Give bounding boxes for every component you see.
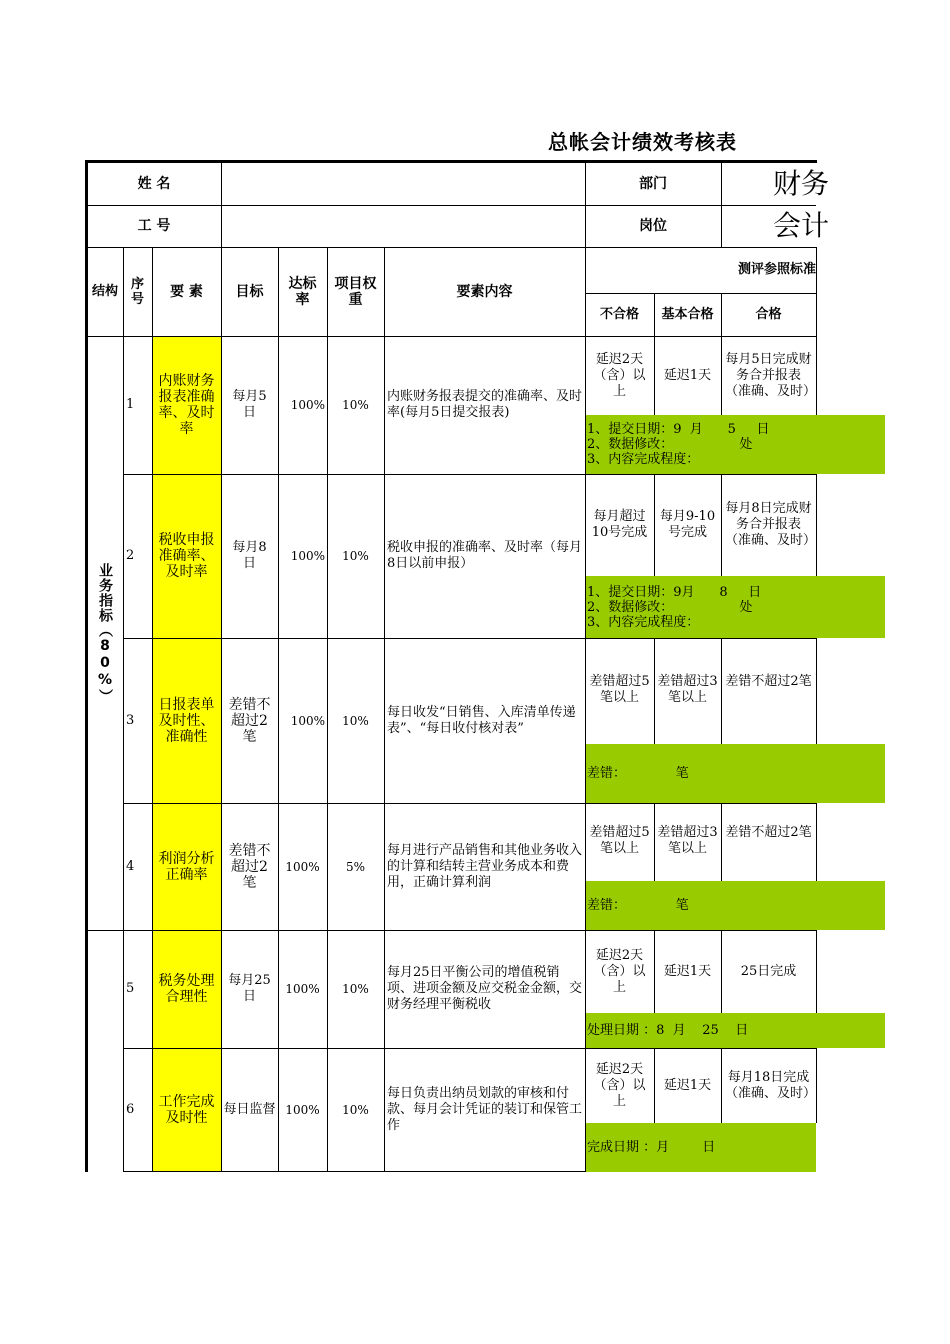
grid-line <box>654 930 655 1013</box>
row5-fail: 延迟2天（含）以上 <box>593 947 646 995</box>
row5-element: 税务处理合理性 <box>152 930 221 1048</box>
grid-line <box>721 638 722 744</box>
grid-line <box>278 247 279 1172</box>
row6-rate: 100% <box>285 1103 320 1117</box>
grid-line <box>654 638 655 744</box>
row1-seq: 1 <box>126 397 135 412</box>
row5-target: 每月25日 <box>228 973 271 1004</box>
row5-pass: 25日完成 <box>740 963 797 979</box>
row6-seq: 6 <box>126 1102 135 1117</box>
grid-line <box>585 1048 816 1049</box>
dept-value: 财务 <box>773 166 830 200</box>
grid-line <box>585 162 586 1172</box>
grid-line <box>123 1048 585 1049</box>
row6-pass: 每月18日完成（准确、及时） <box>725 1069 817 1101</box>
grid-line <box>152 247 153 1172</box>
row2-element: 税收申报准确率、及时率 <box>152 474 221 638</box>
row1-rate: 100% <box>290 398 325 412</box>
grid-line <box>816 638 817 744</box>
row1-element: 内账财务报表准确率、及时率 <box>152 336 221 474</box>
row3-note-line1: 差错： 笔 <box>587 766 689 781</box>
col-criteria: 测评参照标准 <box>737 262 816 277</box>
row2-note-line2: 2、数据修改： 处 <box>587 599 753 615</box>
col-element: 要 素 <box>170 283 203 300</box>
row3-weight: 10% <box>342 713 369 728</box>
dept-label: 部门 <box>639 175 667 192</box>
grid-line <box>654 474 655 576</box>
row4-target: 差错不超过2笔 <box>228 842 271 891</box>
sheet-title: 总帐会计绩效考核表 <box>548 130 737 154</box>
row6-basic: 延迟1天 <box>663 1077 712 1093</box>
grid-line <box>816 247 817 293</box>
row6-fail: 延迟2天（含）以上 <box>593 1061 646 1109</box>
row1-note-line3: 3、内容完成程度： <box>587 452 700 467</box>
row5-note-line1: 处理日期 ：8 月 25 日 <box>587 1023 749 1038</box>
row1-fail: 延迟2天（含）以上 <box>593 351 646 399</box>
grid-line <box>816 474 817 576</box>
grid-line <box>721 803 722 881</box>
row2-weight: 10% <box>342 549 369 563</box>
grid-line <box>816 803 817 881</box>
grid-line <box>816 293 817 415</box>
col-target: 目标 <box>235 283 264 300</box>
row2-note-line3: 3、内容完成程度： <box>587 614 700 630</box>
row5-seq: 5 <box>126 981 135 996</box>
row3-content: 每日收发“日销售、入库清单传递表”、“每日收付核对表” <box>387 704 576 736</box>
post-value: 会计 <box>773 209 830 242</box>
col-weight: 项目权重 <box>334 275 377 308</box>
grid-line <box>585 474 816 475</box>
row4-weight: 5% <box>345 859 366 874</box>
row1-target: 每月5日 <box>232 389 267 420</box>
row2-seq: 2 <box>126 548 135 563</box>
grid-line <box>654 803 655 881</box>
grid-line <box>585 803 816 804</box>
col-structure: 结构 <box>91 284 118 299</box>
row4-seq: 4 <box>126 858 135 874</box>
row3-pass: 差错不超过2笔 <box>725 674 812 689</box>
col-fail: 不合格 <box>599 306 639 322</box>
row2-note-line1: 1、提交日期：9月 8 日 <box>587 584 762 600</box>
row3-target: 差错不超过2笔 <box>228 696 271 745</box>
row2-content: 税收申报的准确率、及时率（每月8日以前申报） <box>387 540 583 571</box>
row1-note-line1: 1、提交日期：9 月 5 日 <box>587 422 770 437</box>
structure-label: 业务指标（80%） <box>97 562 113 704</box>
row1-note-line2: 2、数据修改： 处 <box>587 437 753 452</box>
row6-weight: 10% <box>342 1103 369 1117</box>
grid-line <box>85 160 88 1172</box>
row4-content: 每月进行产品销售和其他业务收入的计算和结转主营业务成本和费用，正确计算利润 <box>387 842 583 890</box>
row2-rate: 100% <box>290 549 325 563</box>
row5-rate: 100% <box>285 982 320 996</box>
row5-basic: 延迟1天 <box>663 963 712 979</box>
grid-line <box>816 930 817 1013</box>
grid-line <box>123 803 585 804</box>
grid-line <box>221 162 222 1172</box>
row6-target: 每日监督 <box>223 1102 276 1117</box>
row2-pass: 每月8日完成财务合并报表（准确、及时） <box>725 501 817 548</box>
grid-line <box>654 293 655 415</box>
grid-line <box>721 1048 722 1123</box>
row3-note[interactable] <box>585 744 885 803</box>
grid-line <box>85 160 817 163</box>
grid-line <box>721 293 722 415</box>
grid-line <box>123 1171 585 1172</box>
row3-basic: 差错超过3笔以上 <box>657 674 718 705</box>
row3-rate: 100% <box>290 713 325 728</box>
grid-line <box>585 930 816 931</box>
row4-note[interactable] <box>585 881 885 930</box>
row5-weight: 10% <box>342 982 369 996</box>
grid-line <box>87 930 585 931</box>
grid-line <box>654 1048 655 1123</box>
col-pass: 合格 <box>755 306 782 322</box>
row4-element: 利润分析正确率 <box>152 803 221 930</box>
row4-rate: 100% <box>285 859 320 874</box>
grid-line <box>721 474 722 576</box>
row4-basic: 差错超过3笔以上 <box>657 825 718 856</box>
grid-line <box>87 247 816 248</box>
grid-line <box>123 247 124 1172</box>
id-label: 工 号 <box>137 218 171 234</box>
row6-content: 每日负责出纳员划款的审核和付款、每月会计凭证的装订和保管工作 <box>387 1086 583 1133</box>
grid-line <box>123 474 585 475</box>
row6-element: 工作完成及时性 <box>152 1048 221 1172</box>
row4-note-line1: 差错： 笔 <box>587 898 689 913</box>
row1-note[interactable] <box>585 415 885 474</box>
grid-line <box>585 638 816 639</box>
col-rate: 达标率 <box>288 275 317 308</box>
grid-line <box>721 162 722 247</box>
row1-content: 内账财务报表提交的准确率、及时率(每月5日提交报表) <box>387 389 583 420</box>
grid-line <box>87 205 816 206</box>
row2-target: 每月8日 <box>232 540 267 571</box>
row3-fail: 差错超过5笔以上 <box>589 674 650 705</box>
grid-line <box>585 293 816 294</box>
row6-note-line1: 完成日期 ：月 日 <box>587 1140 716 1155</box>
grid-line <box>327 247 328 1172</box>
grid-line <box>816 1048 817 1123</box>
row3-element: 日报表单及时性、准确性 <box>152 638 221 803</box>
row5-note[interactable] <box>585 1013 885 1048</box>
row1-basic: 延迟1天 <box>663 367 712 383</box>
row5-content: 每月25日平衡公司的增值税销项、进项金额及应交税金金额，交财务经理平衡税收 <box>387 965 583 1012</box>
row1-weight: 10% <box>342 398 369 412</box>
grid-line <box>384 247 385 1172</box>
row2-basic: 每月9-10号完成 <box>659 509 716 540</box>
row6-note[interactable] <box>585 1123 816 1172</box>
grid-line <box>721 930 722 1013</box>
grid-line <box>123 638 585 639</box>
id-field[interactable] <box>221 205 585 247</box>
name-label: 姓 名 <box>137 175 171 192</box>
row2-fail: 每月超过10号完成 <box>591 509 648 540</box>
name-field[interactable] <box>221 162 585 205</box>
row3-seq: 3 <box>126 712 135 728</box>
col-seq: 序号 <box>130 276 144 307</box>
row4-pass: 差错不超过2笔 <box>725 825 812 840</box>
col-basic: 基本合格 <box>661 306 714 322</box>
row4-fail: 差错超过5笔以上 <box>589 825 650 856</box>
grid-line <box>87 336 816 337</box>
post-label: 岗位 <box>639 218 667 234</box>
row1-pass: 每月5日完成财务合并报表（准确、及时） <box>725 351 817 399</box>
col-content: 要素内容 <box>456 283 513 300</box>
row2-note[interactable] <box>585 576 885 638</box>
